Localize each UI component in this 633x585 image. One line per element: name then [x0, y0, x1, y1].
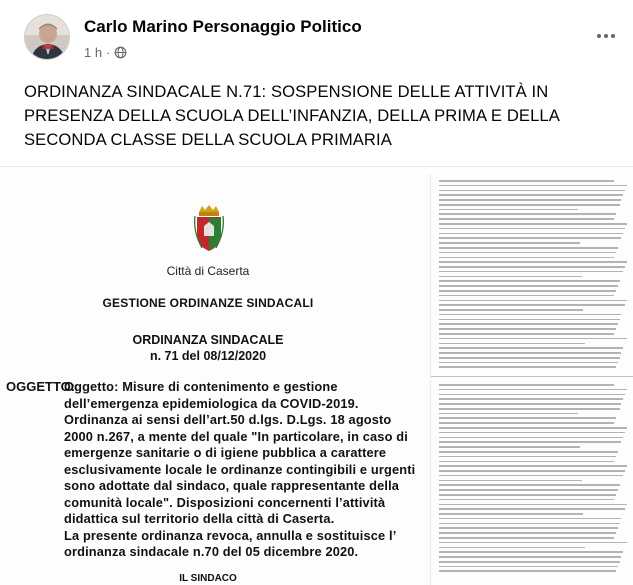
fine-print-line	[439, 333, 614, 335]
fine-print-line	[439, 408, 620, 410]
fine-print-line	[439, 213, 616, 215]
fine-print-line	[439, 300, 627, 302]
fine-print-line	[439, 309, 583, 311]
fine-print-line	[439, 362, 618, 364]
post-time[interactable]: 1 h	[84, 45, 103, 60]
fine-print-line	[439, 398, 623, 400]
fine-print-line	[439, 513, 583, 515]
oggetto-text: Oggetto: Misure di contenimento e gestione dell’emergenza epidemiologica da COVID-2019. Ordinanza ai sensi dell’art.50 d.lgs. D.Lgs. 18 agosto 2000 n.267, a mente del quale "In particolare, in caso di emergenze sanitarie o di igiene pubblica a carattere esclusivamente locale le ordinanze contingibili e urgenti sono adottate dal sindaco, quale rappresentante della comunità locale". Disposizioni concernenti l’attività didattica sul territorio della città di Caserta. La presente ordinanza revoca, annulla e sostituisce l’ ordinanza sindacale n.70 del 05 dicembre 2020.	[64, 379, 416, 559]
fine-print-line	[439, 285, 618, 287]
fine-print-line	[439, 223, 627, 225]
fine-print-line	[439, 185, 627, 187]
fine-print-line	[439, 417, 616, 419]
post-header	[0, 0, 633, 68]
fine-print-line	[439, 527, 618, 529]
city-name: Città di Caserta	[166, 264, 250, 278]
fine-print-line	[439, 319, 620, 321]
fine-print-line	[439, 314, 621, 316]
fine-print-line	[439, 403, 621, 405]
fine-print-line	[439, 556, 621, 558]
fine-print-line	[439, 280, 620, 282]
fine-print-line	[439, 508, 625, 510]
fine-print-line	[439, 518, 621, 520]
meta-separator: ·	[106, 45, 111, 60]
more-options-button[interactable]	[589, 24, 623, 48]
fine-print-line	[439, 394, 625, 396]
fine-print-line	[439, 561, 620, 563]
fine-print-line	[439, 199, 621, 201]
fine-print-line	[439, 290, 616, 292]
fine-print-line	[439, 209, 578, 211]
fine-print-line	[439, 475, 623, 477]
fine-print-line	[439, 441, 621, 443]
fine-print-line	[439, 266, 625, 268]
fine-print-line	[439, 570, 616, 572]
fine-print-line	[439, 180, 614, 182]
ordinance-title: ORDINANZA SINDACALE	[132, 333, 284, 347]
fine-print-line	[439, 194, 623, 196]
avatar-photo	[25, 15, 70, 60]
author-name[interactable]: Carlo Marino Personaggio Politico	[84, 17, 362, 36]
fine-print-line	[439, 432, 625, 434]
fine-print-line	[439, 422, 614, 424]
fine-print-line	[439, 484, 620, 486]
fine-print-line	[439, 352, 621, 354]
fine-print-line	[439, 237, 621, 239]
fine-print-line	[439, 532, 616, 534]
fine-print-line	[439, 446, 580, 448]
avatar[interactable]	[24, 14, 70, 60]
fine-print-line	[439, 323, 618, 325]
fine-print-line	[439, 233, 623, 235]
fine-print-line	[439, 480, 582, 482]
fine-print-line	[439, 271, 623, 273]
fine-print-line	[439, 347, 623, 349]
fine-print-line	[439, 427, 627, 429]
fine-print-line	[439, 504, 627, 506]
fine-print-line	[439, 366, 616, 368]
fine-print-line	[439, 228, 625, 230]
fine-print-line	[439, 295, 614, 297]
post-image[interactable]	[0, 166, 633, 585]
document-page-thumbnails	[430, 174, 633, 585]
fine-print-line	[439, 261, 627, 263]
fine-print-line	[439, 437, 623, 439]
signature-label: IL SINDACO	[179, 573, 237, 584]
fine-print-line	[439, 551, 623, 553]
fine-print-line	[439, 304, 625, 306]
fine-print-line	[439, 384, 614, 386]
fine-print-line	[439, 247, 618, 249]
fine-print-line	[439, 338, 627, 340]
fine-print-line	[439, 537, 614, 539]
fine-print-line	[439, 242, 580, 244]
fine-print-line	[439, 499, 614, 501]
document-page-main	[0, 174, 430, 585]
coat-of-arms-icon	[192, 204, 226, 252]
fine-print-line	[439, 252, 616, 254]
fine-print-line	[439, 343, 585, 345]
fine-print-line	[439, 328, 616, 330]
oggetto-label: OGGETTO:	[6, 379, 76, 394]
fine-print-line	[439, 470, 625, 472]
post-text: ORDINANZA SINDACALE N.71: SOSPENSIONE DELLE ATTIVITÀ IN PRESENZA DELLA SCUOLA DELL’INFANZIA, DELLA PRIMA E DELLA SECONDA CLASSE DELLA SCUOLA PRIMARIA	[24, 82, 559, 149]
fine-print-line	[439, 489, 618, 491]
fine-print-line	[439, 456, 616, 458]
media-divider	[0, 166, 633, 167]
fine-print-line	[439, 357, 620, 359]
fine-print-block	[439, 180, 629, 371]
fine-print-line	[439, 276, 582, 278]
fine-print-line	[439, 547, 585, 549]
fine-print-line	[439, 542, 627, 544]
fine-print-line	[439, 465, 627, 467]
fine-print-line	[439, 461, 614, 463]
fine-print-line	[439, 523, 620, 525]
more-options-icon	[597, 34, 601, 38]
fine-print-line	[439, 566, 618, 568]
fine-print-line	[439, 190, 625, 192]
fine-print-line	[439, 204, 620, 206]
fine-print-line	[439, 413, 578, 415]
fine-print-line	[439, 218, 614, 220]
fine-print-line	[439, 257, 614, 259]
fine-print-line	[439, 389, 627, 391]
fine-print-line	[439, 494, 616, 496]
page-separator	[431, 376, 633, 377]
post-meta	[84, 45, 127, 60]
fine-print-line	[439, 451, 618, 453]
section-title: GESTIONE ORDINANZE SINDACALI	[102, 296, 314, 310]
globe-icon[interactable]	[114, 46, 127, 59]
fine-print-block	[439, 384, 629, 575]
ordinance-number: n. 71 del 08/12/2020	[149, 349, 267, 363]
